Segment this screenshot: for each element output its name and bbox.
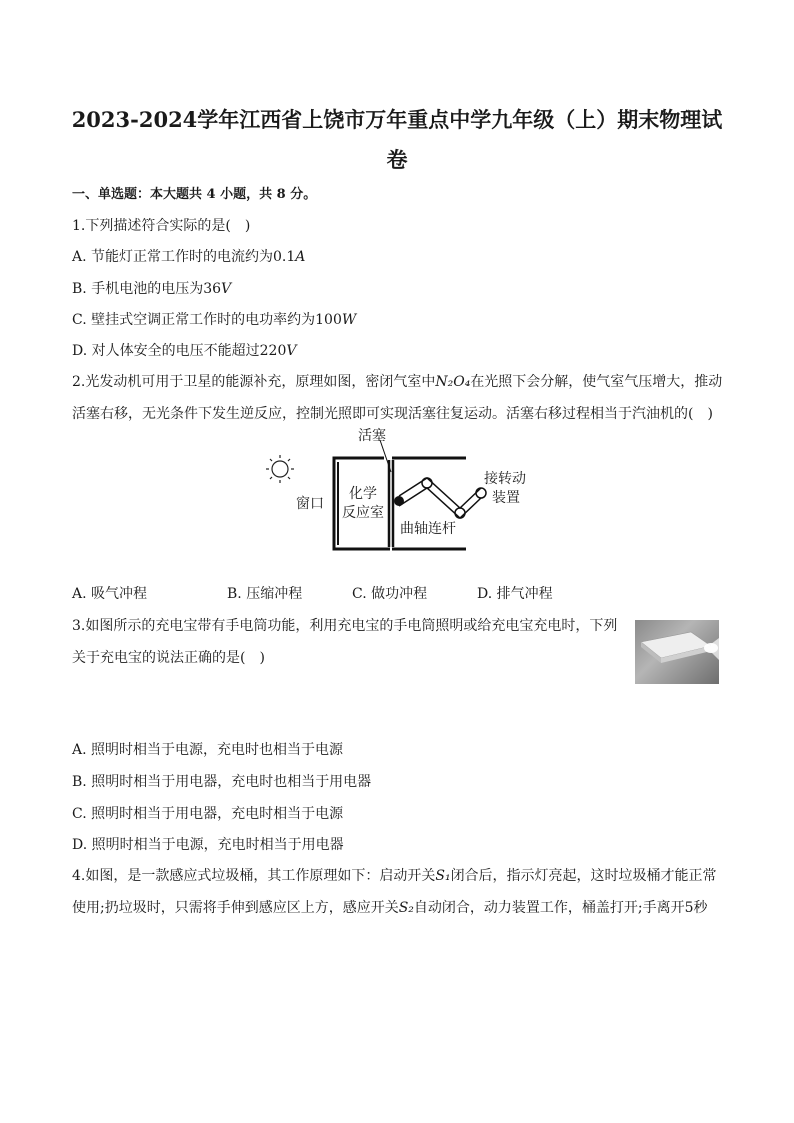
q3-option-c: C. 照明时相当于用电器，充电时相当于电源 bbox=[72, 806, 344, 822]
crank-pivot bbox=[394, 496, 404, 506]
q3-option-d: D. 照明时相当于电源，充电时相当于用电器 bbox=[72, 837, 344, 853]
q3-option-b: B. 照明时相当于用电器，充电时也相当于用电器 bbox=[72, 774, 372, 790]
q2-text: 2.光发动机可用于卫星的能源补充，原理如图，密闭气室中 bbox=[72, 374, 436, 390]
question-2-line-2: 活塞右移，无光条件下发生逆反应，控制光照即可实现活塞往复运动。活塞右移过程相当于汽油机的( ) bbox=[72, 406, 713, 422]
question-3-line-1: 3.如图所示的充电宝带有手电筒功能，利用充电宝的手电筒照明或给充电宝充电时，下列 bbox=[72, 618, 618, 634]
q2-text: 在光照下会分解，使气室气压增大，推动 bbox=[470, 374, 723, 390]
q1-option-d bbox=[72, 341, 297, 361]
option-value: 100 bbox=[315, 312, 342, 328]
question-4-line-2 bbox=[72, 898, 708, 918]
option-unit: A bbox=[295, 249, 306, 265]
q2-option-b: B. 压缩冲程 bbox=[227, 586, 303, 602]
q4-text: 使用;扔垃圾时，只需将手伸到感应区上方，感应开关 bbox=[72, 900, 399, 916]
piston bbox=[380, 440, 393, 547]
diagram-drawing bbox=[262, 428, 512, 556]
option-unit: V bbox=[286, 343, 297, 359]
switch-s2: S₂ bbox=[398, 900, 414, 916]
power-bank-image bbox=[635, 620, 719, 684]
q1-option-c bbox=[72, 310, 356, 330]
device-label-line-1: 接转动 bbox=[484, 471, 526, 487]
question-3-line-2: 关于充电宝的说法正确的是( ) bbox=[72, 650, 265, 666]
chamber-label-line-1: 化学 bbox=[349, 486, 377, 502]
piston-label: 活塞 bbox=[358, 428, 386, 444]
page-title-continued: 卷 bbox=[386, 147, 408, 172]
option-text: C. 壁挂式空调正常工作时的电功率约为 bbox=[72, 312, 316, 328]
chamber-label-line-2: 反应室 bbox=[342, 505, 384, 521]
q4-text: 自动闭合，动力装置工作，桶盖打开;手离开5秒 bbox=[413, 900, 708, 916]
switch-s1: S₁ bbox=[435, 868, 451, 884]
window-label: 窗口 bbox=[296, 496, 324, 512]
q4-text: 4.如图，是一款感应式垃圾桶，其工作原理如下：启动开关 bbox=[72, 868, 436, 884]
question-1-stem: 1.下列描述符合实际的是( ) bbox=[72, 218, 251, 234]
option-unit: V bbox=[221, 281, 232, 297]
option-text: D. 对人体安全的电压不能超过 bbox=[72, 343, 260, 359]
option-text: B. 手机电池的电压为 bbox=[72, 281, 204, 297]
q4-text: 闭合后，指示灯亮起，这时垃圾桶才能正常 bbox=[450, 868, 717, 884]
question-2-line-1 bbox=[72, 372, 722, 392]
option-unit: W bbox=[341, 312, 357, 328]
q2-option-c: C. 做功冲程 bbox=[352, 586, 428, 602]
power-bank-photo bbox=[635, 620, 719, 684]
page-title: 2023-2024学年江西省上饶市万年重点中学九年级（上）期末物理试 bbox=[71, 107, 723, 132]
device-label-line-2: 装置 bbox=[492, 490, 520, 506]
q3-option-a: A. 照明时相当于电源，充电时也相当于电源 bbox=[72, 742, 344, 758]
option-text: A. 节能灯正常工作时的电流约为 bbox=[72, 249, 274, 265]
q2-option-d: D. 排气冲程 bbox=[477, 586, 553, 602]
question-4-line-1 bbox=[72, 866, 717, 886]
q1-option-a bbox=[72, 247, 305, 267]
option-value: 36 bbox=[203, 281, 222, 297]
crank-label: 曲轴连杆 bbox=[400, 521, 456, 537]
light-engine-diagram bbox=[262, 428, 526, 556]
q2-option-a: A. 吸气冲程 bbox=[72, 586, 148, 602]
option-value: 0.1 bbox=[273, 249, 296, 265]
q1-option-b bbox=[72, 279, 231, 299]
sun-icon bbox=[266, 455, 294, 483]
section-heading: 一、单选题：本大题共 4 小题，共 8 分。 bbox=[72, 187, 317, 202]
option-value: 220 bbox=[259, 343, 287, 359]
crank-rod bbox=[399, 478, 486, 518]
chemical-formula: N₂O₄ bbox=[435, 374, 471, 390]
